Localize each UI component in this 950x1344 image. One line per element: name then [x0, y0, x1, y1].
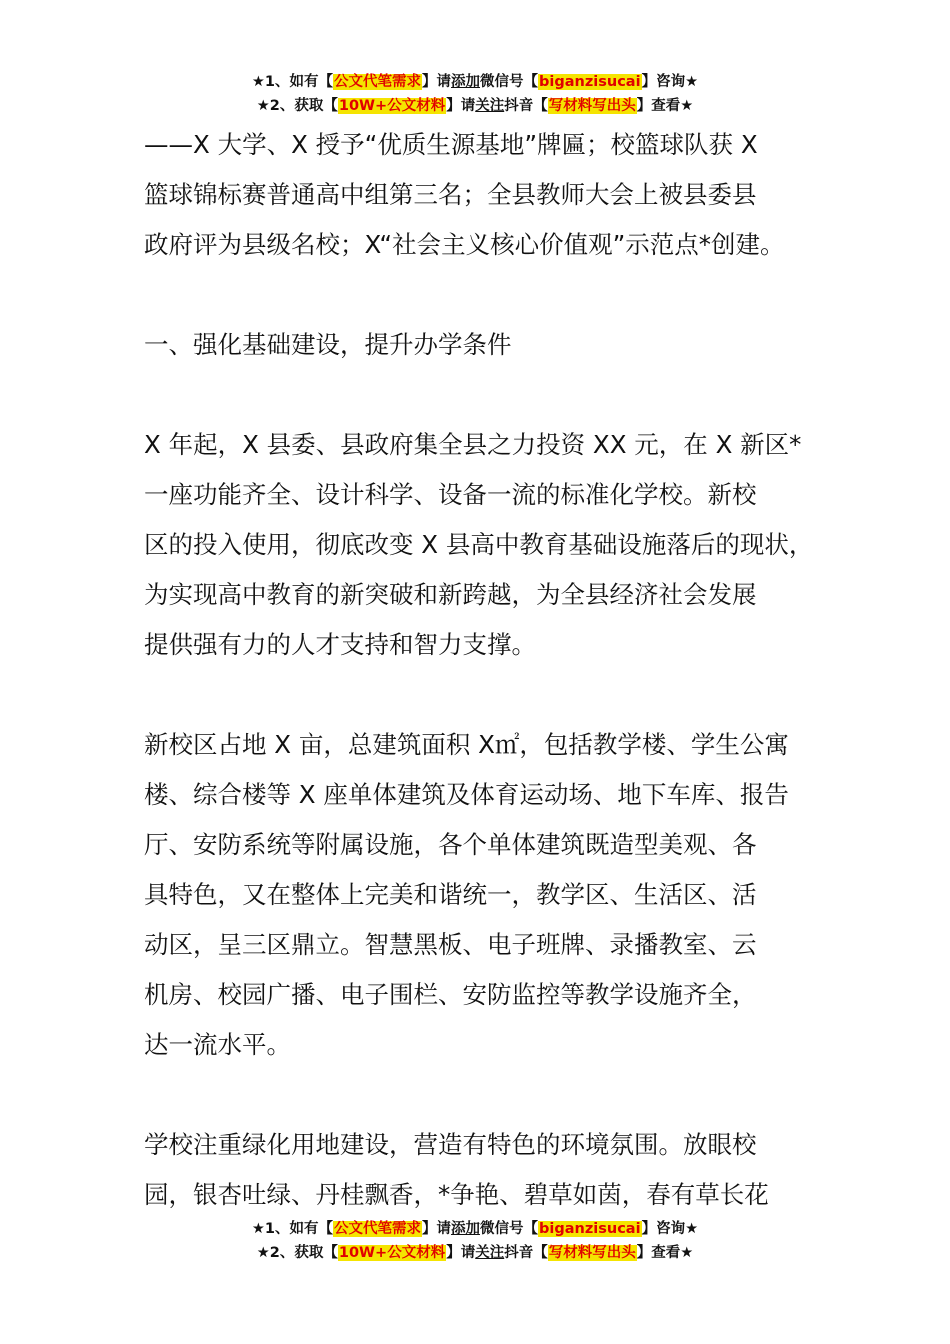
text-line: 一座功能齐全、设计科学、设备一流的标准化学校。新校 — [144, 480, 757, 509]
banner-text: ★2、获取【 — [256, 1245, 338, 1261]
banner-text: ★1、如有【 — [251, 74, 334, 90]
banner-text: 】咨询★ — [641, 74, 699, 90]
banner-text: 微信号【 — [480, 74, 539, 90]
section-heading — [144, 320, 834, 370]
banner-highlight: 写材料写出头 — [548, 98, 636, 114]
text-line: 篮球锦标赛普通高中组第三名；全县教师大会上被县委县 — [144, 180, 757, 209]
text-line: 园，银杏吐绿、丹桂飘香，*争艳、碧草如茵，春有草长花 — [144, 1180, 769, 1209]
text-line: 达一流水平。 — [144, 1030, 291, 1059]
text-line: 政府评为县级名校；X“社会主义核心价值观”示范点*创建。 — [144, 230, 785, 259]
banner-underline: 添加 — [451, 74, 481, 90]
banner-row-1 — [0, 70, 950, 94]
text-line: 具特色，又在整体上完美和谐统一，教学区、生活区、活 — [144, 880, 757, 909]
text-line: 机房、校园广播、电子围栏、安防监控等教学设施齐全， — [144, 980, 757, 1009]
intro-paragraph — [144, 120, 834, 270]
paragraph-3 — [144, 1120, 834, 1220]
banner-text: 】请 — [422, 74, 452, 90]
banner-text: 】查看★ — [636, 1245, 694, 1261]
banner-text: ★2、获取【 — [256, 98, 338, 114]
banner-text: ★1、如有【 — [251, 1221, 334, 1237]
banner-underline: 关注 — [475, 1245, 505, 1261]
banner-underline: 添加 — [451, 1221, 481, 1237]
heading-text: 一、强化基础建设，提升办学条件 — [144, 330, 512, 359]
text-line: 新校区占地 X 亩，总建筑面积 X㎡，包括教学楼、学生公寓 — [144, 730, 789, 759]
text-line: 提供强有力的人才支持和智力支撑。 — [144, 630, 536, 659]
text-line: X 年起，X 县委、县政府集全县之力投资 XX 元，在 X 新区* — [144, 430, 802, 459]
text-line: 区的投入使用，彻底改变 X 县高中教育基础设施落后的现状， — [144, 530, 814, 559]
banner-row-1 — [0, 1217, 950, 1241]
banner-text: 抖音【 — [504, 98, 548, 114]
banner-highlight: 10W+公文材料 — [338, 1245, 446, 1261]
text-line: ——X 大学、X 授予“优质生源基地”牌匾；校篮球队获 X — [144, 130, 758, 159]
banner-highlight: 公文代笔需求 — [334, 74, 422, 90]
paragraph-2 — [144, 720, 834, 1070]
banner-row-2 — [0, 1241, 950, 1265]
banner-text: 】查看★ — [636, 98, 694, 114]
text-line: 为实现高中教育的新突破和新跨越，为全县经济社会发展 — [144, 580, 757, 609]
banner-highlight: biganzisucai — [539, 74, 641, 90]
banner-text: 微信号【 — [480, 1221, 539, 1237]
bottom-ad-banner — [0, 1217, 950, 1265]
text-line: 学校注重绿化用地建设，营造有特色的环境氛围。放眼校 — [144, 1130, 757, 1159]
banner-text: 】咨询★ — [641, 1221, 699, 1237]
document-body — [144, 120, 834, 1220]
banner-text: 】请 — [422, 1221, 452, 1237]
banner-highlight: 写材料写出头 — [548, 1245, 636, 1261]
banner-highlight: 10W+公文材料 — [338, 98, 446, 114]
paragraph-1 — [144, 420, 834, 670]
banner-highlight: biganzisucai — [539, 1221, 641, 1237]
text-line: 厅、安防系统等附属设施，各个单体建筑既造型美观、各 — [144, 830, 757, 859]
text-line: 动区，呈三区鼎立。智慧黑板、电子班牌、录播教室、云 — [144, 930, 757, 959]
banner-underline: 关注 — [475, 98, 505, 114]
banner-highlight: 公文代笔需求 — [334, 1221, 422, 1237]
top-ad-banner — [0, 70, 950, 118]
banner-row-2 — [0, 94, 950, 118]
banner-text: 】请 — [446, 1245, 476, 1261]
banner-text: 】请 — [446, 98, 476, 114]
text-line: 楼、综合楼等 X 座单体建筑及体育运动场、地下车库、报告 — [144, 780, 789, 809]
banner-text: 抖音【 — [504, 1245, 548, 1261]
